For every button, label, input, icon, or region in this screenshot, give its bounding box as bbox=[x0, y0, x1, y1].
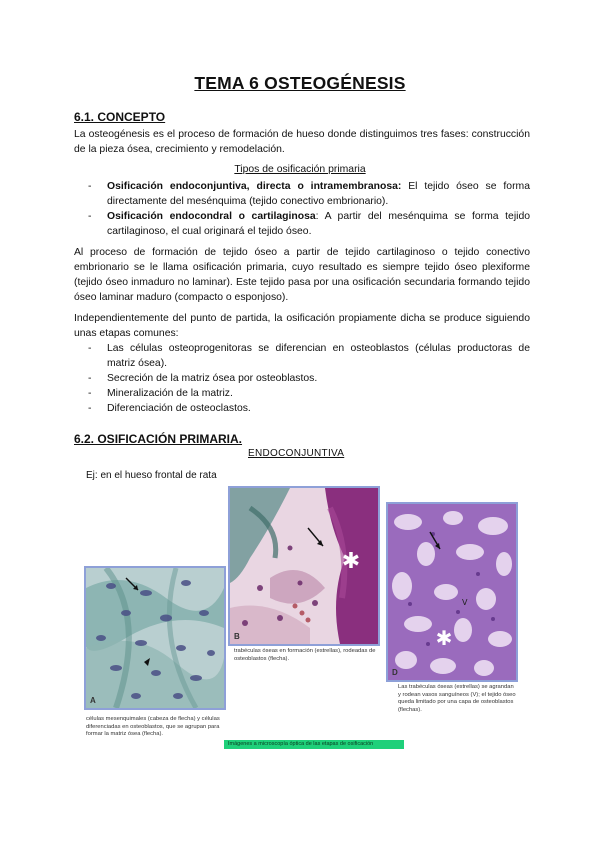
svg-text:V: V bbox=[462, 598, 468, 607]
stages-list bbox=[84, 341, 530, 416]
common-stages-paragraph: Independientemente del punto de partida, la osificación propiamente dicha se produce siguiendo unas etapas comunes: bbox=[74, 313, 530, 339]
page-title: TEMA 6 OSTEOGÉNESIS bbox=[194, 73, 406, 93]
intro-paragraph: La osteogénesis es el proceso de formación de hueso donde distinguimos tres fases: construcción de la pieza ósea, crecimiento y remodelación. bbox=[74, 129, 530, 155]
list-item: - Diferenciación de osteoclastos. bbox=[84, 401, 530, 416]
figure-title: ENDOCONJUNTIVA bbox=[248, 448, 345, 459]
micrograph-panel-b bbox=[228, 486, 380, 646]
definition: El tejido óseo se forma directamente del mesénquima (tejido conectivo embrionario). bbox=[107, 181, 530, 207]
primary-ossification-paragraph: Al proceso de formación de tejido óseo a partir de tejido cartilaginoso o tejido conectivo embrionario se le llama osificación primaria, cuyo resultado es siempre tejido óseo plexiforme (tejido óseo inmaduro no laminar). Este tejido pasa por una osificación secundaria formando tejido óseo laminar maduro (compacto o esponjoso). bbox=[74, 247, 530, 303]
section-heading-concepto: 6.1. CONCEPTO bbox=[74, 110, 166, 124]
micrograph-a-image bbox=[86, 568, 224, 708]
list-item bbox=[84, 179, 530, 209]
panel-a-label: A bbox=[90, 696, 96, 705]
micrograph-panel-a bbox=[84, 566, 226, 710]
micrograph-b-image bbox=[230, 488, 378, 644]
list-item bbox=[84, 209, 530, 239]
list-item: - Mineralización de la matriz. bbox=[84, 386, 530, 401]
panel-b-caption: trabéculas óseas en formación (estrellas), rodeadas de osteoblastos (flecha). bbox=[234, 648, 376, 662]
term: Osificación endocondral o cartilaginosa bbox=[107, 211, 316, 222]
svg-text:✱: ✱ bbox=[435, 626, 453, 650]
figure-note: Ej: en el hueso frontal de rata bbox=[86, 470, 217, 481]
micrograph-d-image bbox=[388, 504, 516, 680]
figure-green-label: Imágenes a microscopía óptica de las etapas de osificación bbox=[224, 740, 404, 749]
micrograph-panel-d bbox=[386, 502, 518, 682]
panel-a-caption: células mesenquimales (cabeza de flecha) y células diferenciadas en osteoblastos, que se agrupan para formar la matriz ósea (flecha). bbox=[86, 716, 220, 737]
panel-d-caption: Las trabéculas óseas (estrellas) se agrandan y rodean vasos sanguíneos (V); el tejido óseo queda limitado por una capa de osteoblastos (flechas). bbox=[398, 684, 516, 713]
ossification-types-subheading: Tipos de osificación primaria bbox=[234, 164, 366, 175]
ossification-types-list bbox=[84, 179, 530, 239]
list-item: - Las células osteoprogenitoras se diferencian en osteoblastos (células productoras de matriz ósea). bbox=[84, 341, 530, 371]
panel-b-label: B bbox=[234, 632, 240, 641]
svg-text:✱: ✱ bbox=[341, 549, 361, 574]
section-heading-osificacion-primaria: 6.2. OSIFICACIÓN PRIMARIA. bbox=[74, 432, 243, 446]
list-item: - Secreción de la matriz ósea por osteoblastos. bbox=[84, 371, 530, 386]
term: Osificación endoconjuntiva, directa o intramembranosa: bbox=[107, 181, 402, 192]
histology-figure bbox=[72, 448, 532, 754]
panel-d-label: D bbox=[392, 668, 398, 677]
definition: : A partir del mesénquima se forma tejido cartilaginoso, el cual originará el tejido óseo. bbox=[107, 211, 531, 237]
